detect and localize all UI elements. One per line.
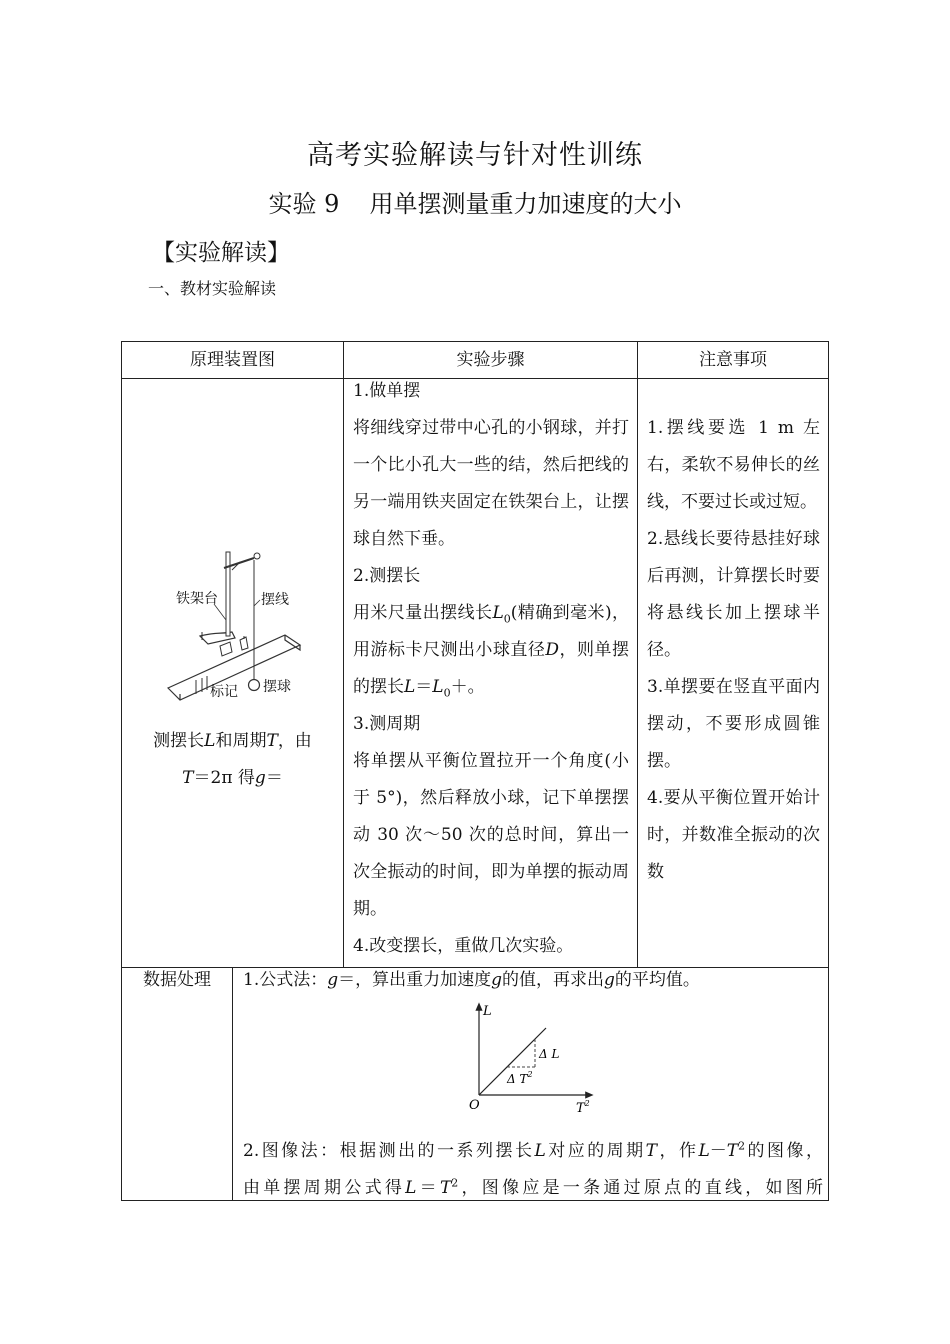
step-2-title: 2.测摆长	[353, 566, 421, 586]
step-4: 4.改变摆长，重做几次实验。	[353, 936, 574, 956]
header-apparatus: 原理装置图	[190, 350, 275, 370]
delta-l-label: Δ L	[539, 1047, 560, 1061]
table-border-right	[828, 341, 829, 1200]
column-divider-data	[232, 967, 233, 1200]
step-1-title: 1.做单摆	[353, 381, 421, 401]
step-3-body: 将单摆从平衡位置拉开一个角度(小于 5°)，然后释放小球，记下单摆摆动 30 次～50 次的总时间，算出一次全振动的时间，即为单摆的振动周期。	[353, 751, 629, 919]
step-1-body: 将细线穿过带中心孔的小钢球，并打一个比小孔大一些的结，然后把线的另一端用铁夹固定在铁架台上，让摆球自然下垂。	[353, 418, 629, 549]
note-3: 3.单摆要在竖直平面内摆动，不要形成圆锥摆。	[647, 677, 820, 771]
method-graph-line2: 由单摆周期公式得$L=T^2$，图像应是一条通过原点的直线，如图所	[243, 1176, 824, 1198]
method-formula: 1.公式法：g＝，算出重力加速度g的值，再求出g的平均值。	[243, 970, 700, 990]
steps-content	[353, 373, 629, 965]
pendulum-apparatus-diagram	[160, 540, 310, 705]
header-steps: 实验步骤	[456, 350, 525, 370]
subsection-heading: 一、教材实验解读	[148, 279, 277, 298]
experiment-number: 实验 9	[268, 190, 340, 218]
notes-content	[647, 410, 820, 891]
page-title: 高考实验解读与针对性训练	[307, 140, 643, 171]
label-string: 摆线	[261, 592, 289, 608]
note-2: 2.悬线长要待悬挂好球后再测，计算摆长时要将悬线长加上摆球半径。	[647, 529, 820, 660]
note-4: 4.要从平衡位置开始计时，并数准全振动的次数	[647, 788, 820, 882]
label-mark: 标记	[210, 684, 238, 700]
data-processing-label: 数据处理	[143, 970, 211, 990]
section-heading: 【实验解读】	[152, 240, 290, 266]
graph-origin: O	[469, 1098, 480, 1113]
experiment-title	[0, 184, 950, 219]
graph-y-label: L	[483, 1004, 492, 1019]
column-divider-2	[637, 341, 638, 967]
table-border-top	[121, 341, 829, 342]
header-notes: 注意事项	[699, 350, 767, 370]
label-ball: 摆球	[263, 679, 291, 695]
column-divider-1	[343, 341, 344, 967]
step-3-title: 3.测周期	[353, 714, 421, 734]
step-2-body: 用米尺量出摆线长$L_0$(精确到毫米)，用游标卡尺测出小球直径D，则单摆的摆长$L=L_0+$。	[353, 603, 630, 700]
apparatus-caption: 测摆长L和周期T，由 T＝2π 得g＝	[153, 731, 312, 788]
experiment-name: 用单摆测量重力加速度的大小	[369, 190, 682, 218]
method-graph-line1: 2.图像法：根据测出的一系列摆长L对应的周期T，作$L-T^2$的图像，	[243, 1139, 824, 1161]
l-t2-graph	[462, 1000, 602, 1118]
delta-t-label: Δ $T^2$	[507, 1070, 533, 1086]
label-iron-stand: 铁架台	[176, 591, 218, 607]
graph-x-label: $T^2$	[576, 1099, 590, 1116]
note-1: 1.摆线要选 1 m 左右，柔软不易伸长的丝线，不要过长或过短。	[647, 418, 820, 512]
